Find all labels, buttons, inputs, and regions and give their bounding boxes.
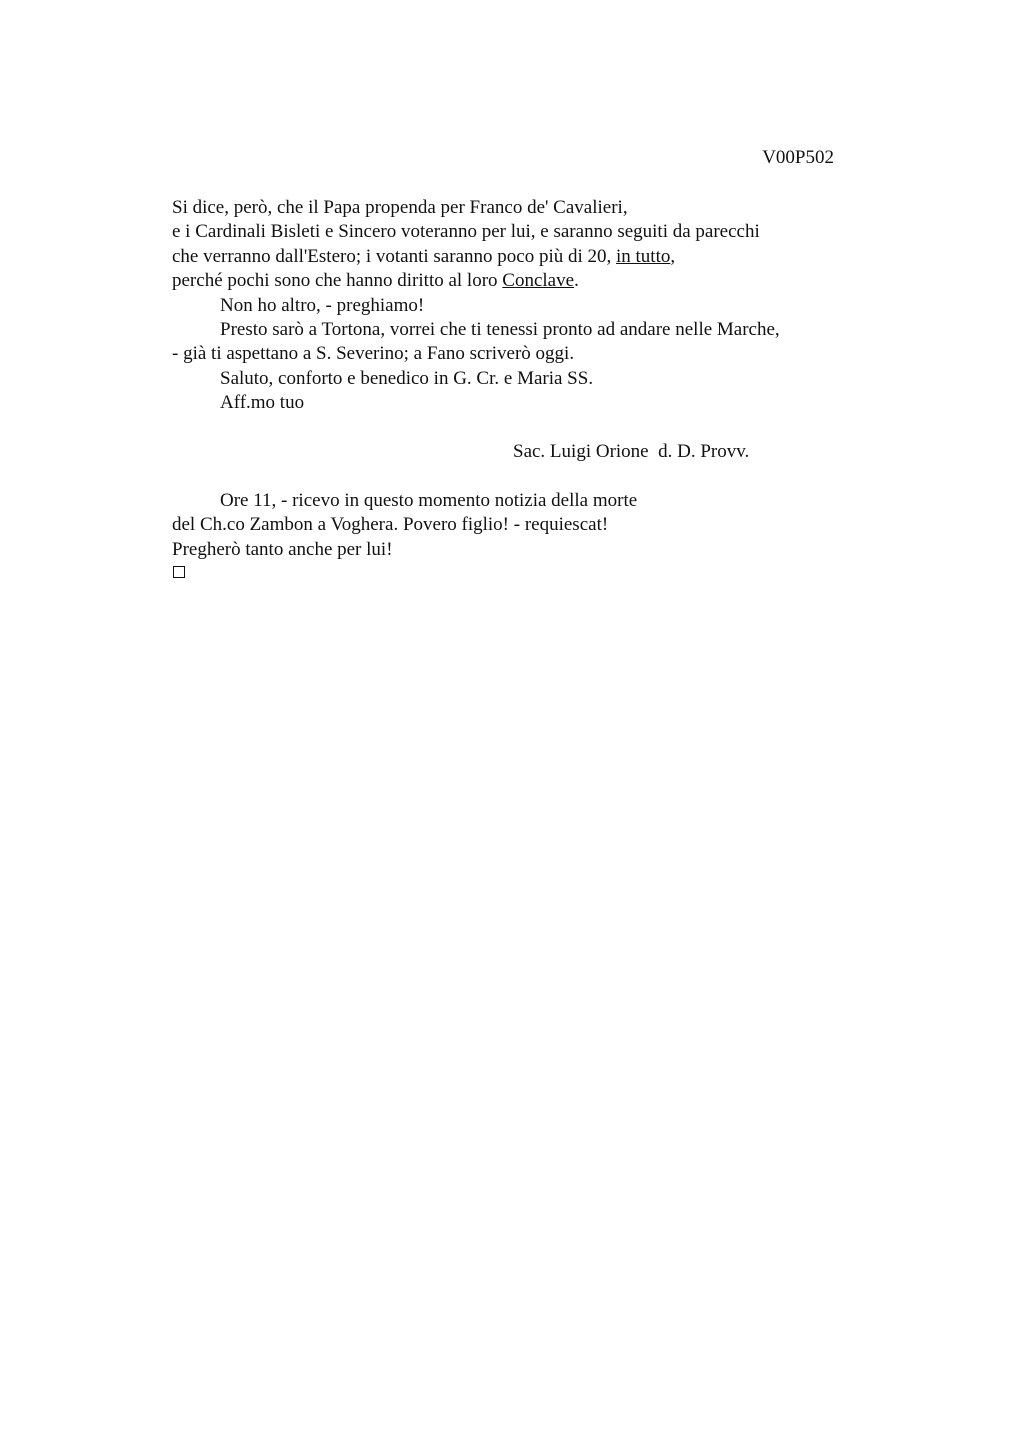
underlined-phrase: in tutto [616,245,671,267]
punctuation: , [670,245,676,267]
letter-line [172,269,852,293]
letter-line: Non ho altro, - preghiamo! [220,294,425,316]
letter-line: Saluto, conforto e benedico in G. Cr. e Maria SS. [220,367,594,389]
letter-line: - già ti aspettano a S. Severino; a Fano scriverò oggi. [172,343,575,365]
postscript-line: Pregherò tanto anche per lui! [172,538,393,560]
square-mark-icon [173,566,185,578]
page-identifier: V00P502 [762,147,834,168]
postscript-line: Ore 11, - ricevo in questo momento notizia della morte [220,490,638,511]
postscript [172,489,852,562]
letter-text: che verranno dall'Estero; i votanti saranno poco più di 20, [172,245,616,267]
letter-body [172,196,852,416]
letter-line: Presto sarò a Tortona, vorrei che ti tenessi pronto ad andare nelle Marche, [220,319,780,341]
punctuation: . [574,270,579,292]
letter-line: Si dice, però, che il Papa propenda per Franco de' Cavalieri, [172,197,628,218]
postscript-line: del Ch.co Zambon a Voghera. Povero figlio! - requiescat! [172,514,609,536]
underlined-word: Conclave [502,270,575,292]
closing-line: Aff.mo tuo [220,392,305,414]
letter-text: perché pochi sono che hanno diritto al loro [172,270,503,292]
letter-line: e i Cardinali Bisleti e Sincero voteranno per lui, e saranno seguiti da parecchi [172,221,760,243]
letter-line [172,245,852,269]
signature: Sac. Luigi Orione d. D. Provv. [513,441,750,462]
